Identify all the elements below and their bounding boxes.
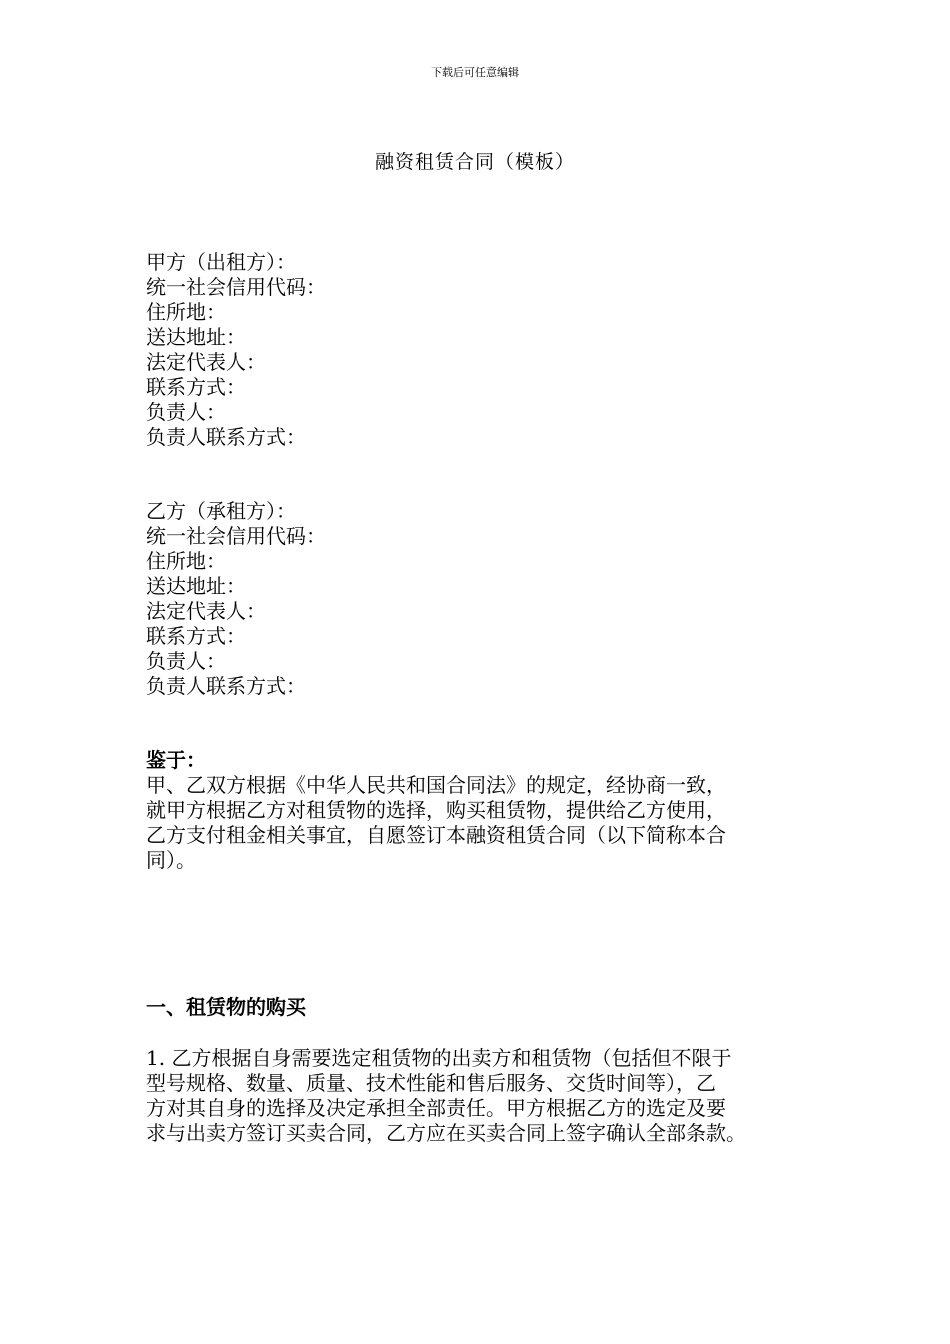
party-b-service-address-line: 送达地址：: [146, 574, 246, 598]
party-a-person-in-charge-line: 负责人：: [146, 400, 226, 424]
whereas-paragraph-line: 同）。: [146, 848, 196, 872]
party-a-credit-code-line: 统一社会信用代码：: [146, 275, 326, 299]
header-note: 下载后可任意编辑: [431, 66, 519, 79]
document-title: 融资租赁合同（模板）: [374, 151, 575, 173]
party-a-person-contact-line: 负责人联系方式：: [146, 425, 306, 449]
party-a-contact-line: 联系方式：: [146, 375, 246, 399]
whereas-paragraph-line: 乙方支付租金相关事宜，自愿签订本融资租赁合同（以下简称本合: [146, 823, 726, 847]
whereas-section: [146, 748, 816, 873]
section-one-heading-block: [146, 995, 816, 1020]
whereas-paragraph-line: 就甲方根据乙方对租赁物的选择，购买租赁物，提供给乙方使用，: [146, 798, 726, 822]
party-b-person-contact-line: 负责人联系方式：: [146, 674, 306, 698]
party-b-credit-code-line: 统一社会信用代码：: [146, 524, 326, 548]
clause-one: [146, 1046, 816, 1146]
party-b-person-in-charge-line: 负责人：: [146, 649, 226, 673]
whereas-heading: 鉴于：: [146, 748, 206, 772]
party-a-legal-rep-line: 法定代表人：: [146, 350, 266, 374]
party-b-legal-rep-line: 法定代表人：: [146, 599, 266, 623]
party-a-name-line: 甲方（出租方）：: [146, 250, 296, 274]
party-b-contact-line: 联系方式：: [146, 624, 246, 648]
clause-one-line: 型号规格、数量、质量、技术性能和售后服务、交货时间等），乙: [146, 1071, 716, 1095]
section-one-heading: 一、租赁物的购买: [146, 995, 306, 1019]
party-b-name-line: 乙方（承租方）：: [146, 499, 296, 523]
party-b-domicile-line: 住所地：: [146, 549, 226, 573]
clause-one-line: 1. 乙方根据自身需要选定租赁物的出卖方和租赁物（包括但不限于: [146, 1046, 732, 1070]
clause-one-line: 求与出卖方签订买卖合同，乙方应在买卖合同上签字确认全部条款。: [146, 1121, 746, 1145]
clause-one-line: 方对其自身的选择及决定承担全部责任。甲方根据乙方的选定及要: [146, 1096, 726, 1120]
whereas-paragraph-line: 甲、乙双方根据《中华人民共和国合同法》的规定，经协商一致，: [146, 773, 726, 797]
party-b-info: [146, 499, 816, 699]
party-a-info: [146, 250, 816, 450]
party-a-service-address-line: 送达地址：: [146, 325, 246, 349]
party-a-domicile-line: 住所地：: [146, 300, 226, 324]
